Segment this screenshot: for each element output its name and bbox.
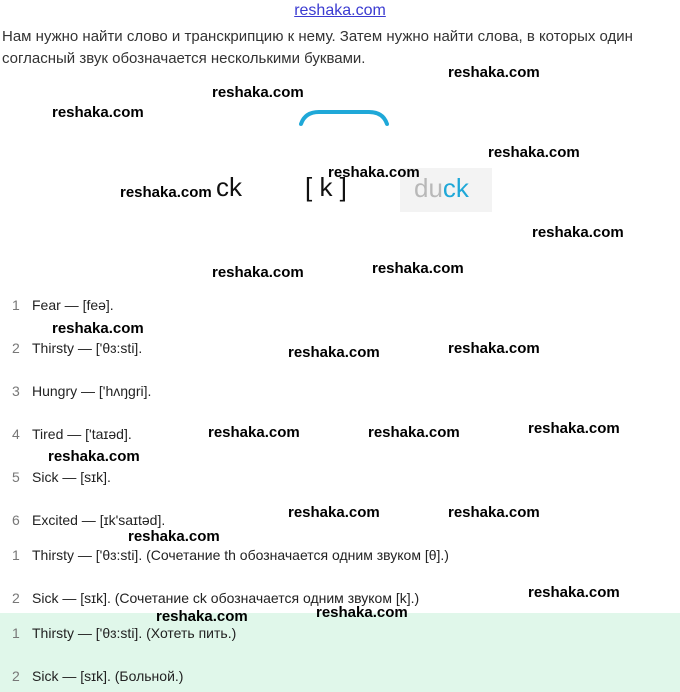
watermark: reshaka.com — [448, 340, 540, 357]
watermark: reshaka.com — [372, 260, 464, 277]
watermark: reshaka.com — [212, 264, 304, 281]
watermark: reshaka.com — [212, 84, 304, 101]
watermark: reshaka.com — [532, 224, 624, 241]
list-item: Sick — [sɪk]. — [32, 469, 111, 485]
watermark: reshaka.com — [52, 104, 144, 121]
list-item: Tired — ['taɪəd]. — [32, 426, 132, 442]
list-item: Thirsty — ['θɜ:sti]. — [32, 340, 143, 356]
list-number: 5 — [12, 469, 20, 485]
letters-ck: ck — [216, 172, 242, 202]
list-item: Sick — [sɪk]. (Больной.) — [32, 668, 184, 684]
list-number: 2 — [12, 590, 20, 606]
watermark: reshaka.com — [316, 604, 408, 621]
watermark: reshaka.com — [288, 504, 380, 521]
watermark: reshaka.com — [448, 504, 540, 521]
watermark: reshaka.com — [52, 320, 144, 337]
watermark: reshaka.com — [528, 584, 620, 601]
watermark: reshaka.com — [288, 344, 380, 361]
list-number: 6 — [12, 512, 20, 528]
watermark: reshaka.com — [528, 420, 620, 437]
watermark: reshaka.com — [328, 164, 420, 181]
list-number: 1 — [12, 625, 20, 641]
list-number: 2 — [12, 340, 20, 356]
watermark: reshaka.com — [208, 424, 300, 441]
watermark: reshaka.com — [368, 424, 460, 441]
list-number: 1 — [12, 297, 20, 313]
site-link[interactable]: reshaka.com — [294, 2, 386, 19]
watermark: reshaka.com — [128, 528, 220, 545]
transcription-k: [ k ] — [305, 172, 347, 202]
list-item: Hungry — ['hʌŋgri]. — [32, 383, 152, 399]
watermark: reshaka.com — [48, 448, 140, 465]
list-number: 2 — [12, 668, 20, 684]
list-item: Thirsty — ['θɜ:sti]. (Хотеть пить.) — [32, 625, 237, 641]
intro-paragraph: Нам нужно найти слово и транскрипцию к нему. Затем нужно найти слова, в которых один согласный звук обозначается несколькими буквами. — [2, 28, 633, 67]
word-highlight: ck — [442, 173, 469, 203]
watermark: reshaka.com — [156, 608, 248, 625]
word-prefix: du — [414, 173, 443, 203]
watermark: reshaka.com — [488, 144, 580, 161]
list-number: 4 — [12, 426, 20, 442]
list-item: Fear — [feə]. — [32, 297, 114, 313]
list-item: Sick — [sɪk]. (Сочетание ck обозначается одним звуком [k].) — [32, 590, 420, 606]
arc-icon — [297, 108, 391, 148]
watermark: reshaka.com — [448, 64, 540, 81]
word-duck — [414, 173, 469, 204]
list-number: 3 — [12, 383, 20, 399]
watermark: reshaka.com — [120, 184, 212, 201]
list-number: 1 — [12, 547, 20, 563]
list-item: Thirsty — ['θɜ:sti]. (Сочетание th обозначается одним звуком [θ].) — [32, 547, 449, 563]
list-item: Excited — [ɪk'saɪtəd]. — [32, 512, 166, 528]
